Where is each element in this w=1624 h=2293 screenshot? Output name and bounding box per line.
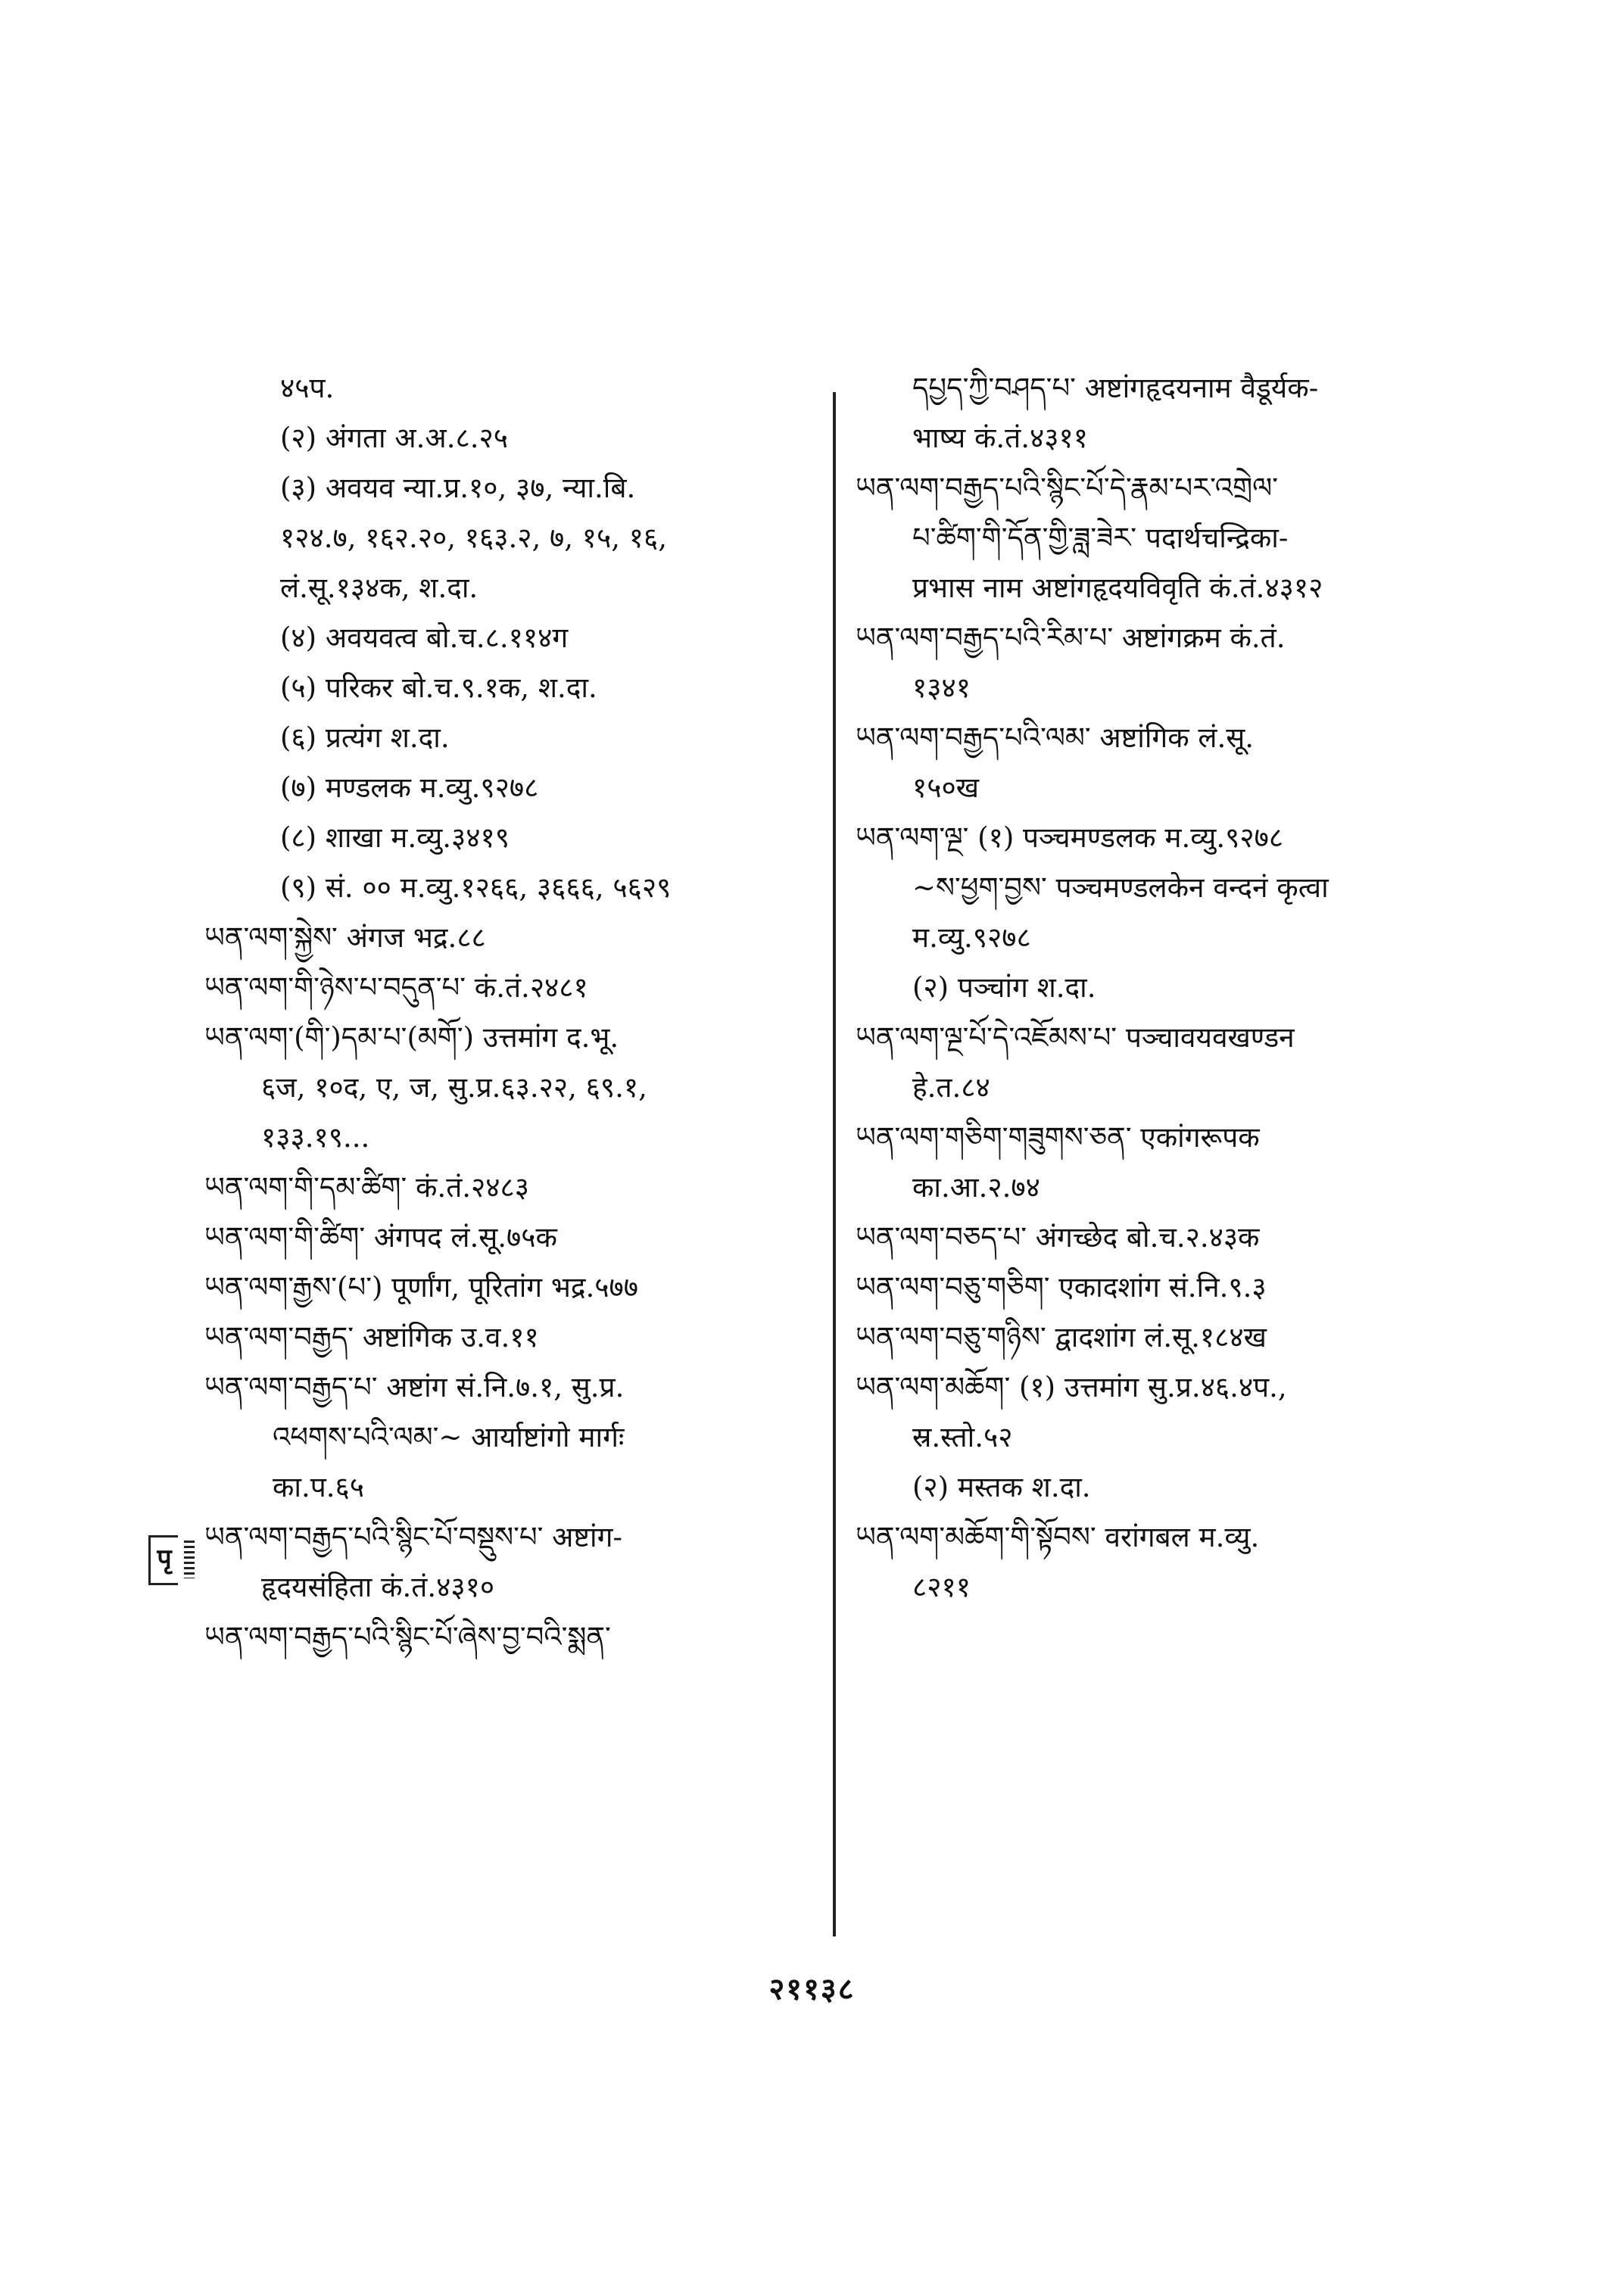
right-column-line: ཡན་ལག་བཅད་པ་ अंगच्छेद बो.च.२.४३क — [856, 1221, 1260, 1254]
right-column-line: (२) पञ्चांग श.दा. — [912, 971, 1096, 1004]
left-column-line: ཡན་ལག་བརྒྱད་པ་ अष्टांग सं.नि.७.१, सु.प्र. — [204, 1371, 625, 1404]
right-column-line: भाष्य कं.तं.४३११ — [912, 422, 1088, 454]
left-column-line: लं.सू.१३४क, श.दा. — [280, 572, 478, 604]
left-column-line: (२) अंगता अ.अ.८.२५ — [280, 422, 508, 454]
right-column-line: ཡན་ལག་བརྒྱད་པའི་རིམ་པ་ अष्टांगक्रम कं.तं. — [856, 622, 1286, 654]
left-column-line: ཡན་ལག་བརྒྱད་ अष्टांगिक उ.व.११ — [204, 1321, 539, 1354]
right-column-line: ཡན་ལག་བཅུ་གཉིས་ द्वादशांग लं.सू.१८४ख — [856, 1321, 1267, 1354]
right-column-line: (२) मस्तक श.दा. — [912, 1471, 1091, 1503]
left-column-line: ཡན་ལག་གི་དམ་ཚིག་ कं.तं.२४८३ — [204, 1171, 530, 1204]
left-column-line: (५) परिकर बो.च.९.१क, श.दा. — [280, 671, 597, 704]
right-column-line: ८२११ — [912, 1571, 971, 1603]
right-column-line: དཔྱད་ཀྱི་བཤད་པ་ अष्टांगहृदयनाम वैडूर्यक- — [912, 372, 1319, 404]
left-column-line: ६ज, १०द, ए, ज, सु.प्र.६३.२२, ६९.१, — [261, 1071, 647, 1104]
right-column-line: ཡན་ལག་གཅིག་གཟུགས་ཅན་ एकांगरूपक — [856, 1121, 1260, 1154]
right-column-line: ཡན་ལག་བརྒྱད་པའི་སྙིང་པོ་དེ་རྣམ་པར་འགྲེལ་ — [856, 472, 1279, 504]
right-column-line: ཡན་ལག་བརྒྱད་པའི་ལམ་ अष्टांगिक लं.सू. — [856, 721, 1255, 754]
right-column-line: ཡན་ལག་མཆོག་གི་སྟོབས་ वरांगबल म.व्यु. — [856, 1521, 1260, 1553]
left-column-line: ཡན་ལག་རྒྱས་(པ་) पूर्णांग, पूरितांग भद्र.५७७ — [204, 1271, 639, 1304]
right-column-line: स्र.स्तो.५२ — [912, 1421, 1013, 1453]
left-column-line: (९) सं. ०० म.व्यु.१२६६, ३६६६, ५६२९ — [280, 871, 672, 904]
left-column-line: འཕགས་པའི་ལམ་~ आर्याष्टांगो मार्गः — [273, 1421, 625, 1453]
right-column-line: ཡན་ལག་ལྔ་ (१) पञ्चमण्डलक म.व्यु.९२७८ — [856, 821, 1284, 854]
left-column-line: (६) प्रत्यंग श.दा. — [280, 721, 450, 754]
right-column-line: १५०ख — [912, 771, 979, 804]
right-column-line: हे.त.८४ — [912, 1071, 990, 1104]
left-column-line: (८) शाखा म.व्यु.३४१९ — [280, 821, 510, 854]
left-column-line: ཡན་ལག་གི་ཚིག་ अंगपद लं.सू.७५क — [204, 1221, 557, 1254]
left-column-line: १२४.७, १६२.२०, १६३.२, ७, १५, १६, — [280, 522, 667, 554]
right-column-line: ཡན་ལག་བཅུ་གཅིག་ एकादशांग सं.नि.९.३ — [856, 1271, 1267, 1304]
left-column — [204, 363, 810, 1662]
left-column-line: हृदयसंहिता कं.तं.४३१० — [261, 1571, 495, 1603]
left-column-line: ཡན་ལག་བརྒྱད་པའི་སྙིང་པོ་བསྡུས་པ་ अष्टांग- — [204, 1521, 622, 1553]
left-column-line: ཡན་ལག་གི་ཉེས་པ་བདུན་པ་ कं.तं.२४८१ — [204, 971, 588, 1004]
right-column-line: ཡན་ལག་མཆོག་ (१) उत्तमांग सु.प्र.४६.४प., — [856, 1371, 1287, 1404]
left-column-line: ཡན་ལག་(གི་)དམ་པ་(མགོ་) उत्तमांग द.भू. — [204, 1021, 619, 1054]
left-column-line: (४) अवयवत्व बो.च.८.११४ग — [280, 622, 569, 654]
page-number: २११३८ — [768, 1971, 856, 2007]
left-column-line: ཡན་ལག་བརྒྱད་པའི་སྙིང་པོ་ཞེས་བྱ་བའི་སྨན་ — [204, 1621, 611, 1653]
left-column-line: ४५प. — [280, 372, 335, 404]
right-column-line: का.आ.२.७४ — [912, 1171, 1040, 1204]
thumb-index-tab — [148, 1535, 178, 1585]
right-column-line: ~ས་ཕྱག་བྱས་ पञ्चमण्डलकेन वन्दनं कृत्वा — [912, 871, 1329, 904]
column-divider — [833, 392, 836, 1936]
right-column-line: १३४१ — [912, 671, 971, 704]
right-column — [856, 363, 1461, 1612]
left-column-line: का.प.६५ — [273, 1471, 365, 1503]
right-column-line: ཡན་ལག་ལྔ་པོ་དེ་འཇོམས་པ་ पञ्चावयवखण्डन — [856, 1021, 1295, 1054]
thumb-index-label: पृ — [157, 1544, 172, 1574]
left-column-line: १३३.१९... — [261, 1121, 370, 1154]
left-column-line: (७) मण्डलक म.व्यु.९२७८ — [280, 771, 539, 804]
left-column-line: (३) अवयव न्या.प्र.१०, ३७, न्या.बि. — [280, 472, 636, 504]
right-column-line: པ་ཚིག་གི་དོན་གྱི་ཟླ་ཟེར་ पदार्थचन्द्रिका- — [912, 522, 1289, 554]
right-column-line: प्रभास नाम अष्टांगहृदयविवृति कं.तं.४३१२ — [912, 572, 1323, 604]
left-column-line: ཡན་ལག་སྐྱེས་ अंगज भद्र.८८ — [204, 921, 486, 954]
right-column-line: म.व्यु.९२७८ — [912, 921, 1031, 954]
